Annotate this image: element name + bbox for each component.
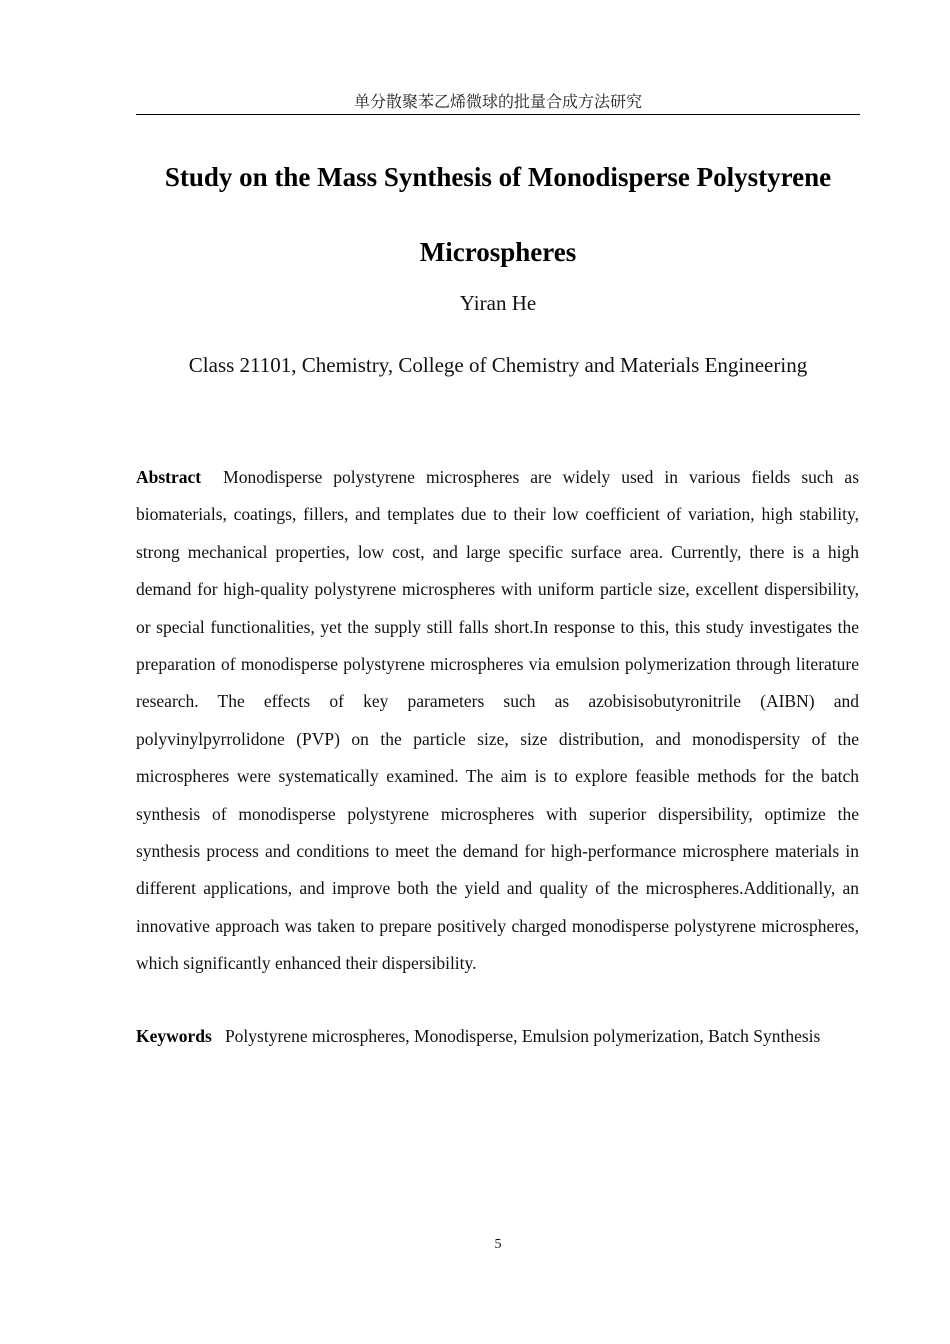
abstract-text: Monodisperse polystyrene microspheres are widely used in various fields such as biomaterials, coatings, fillers, and templates due to their low coefficient of variation, high stability, strong mechanical properties, low cost, and large specific surface area. Currently, there is a high demand for high-quality polystyrene microspheres with uniform particle size, excellent dispersibility, or special functionalities, yet the supply still falls short.In response to this, this study investigates the preparation of monodisperse polystyrene microspheres via emulsion polymerization through literature research. The effects of key parameters such as azobisisobutyronitrile (AIBN) and polyvinylpyrrolidone (PVP) on the particle size, size distribution, and monodispersity of the microspheres were systematically examined. The aim is to explore feasible methods for the batch synthesis of monodisperse polystyrene microspheres with superior dispersibility, optimize the synthesis process and conditions to meet the demand for high-performance microsphere materials in different applications, and improve both the yield and quality of the microspheres.Additionally, an innovative approach was taken to prepare positively charged monodisperse polystyrene microspheres, which significantly enhanced their dispersibility. <box>136 467 860 974</box>
author-name: Yiran He <box>459 291 537 315</box>
author-affiliation: Class 21101, Chemistry, College of Chemistry and Materials Engineering <box>188 353 808 377</box>
abstract-label: Abstract <box>136 467 202 487</box>
keywords-paragraph <box>136 1018 859 1055</box>
abstract-paragraph <box>136 459 859 983</box>
running-header: 单分散聚苯乙烯微球的批量合成方法研究 <box>136 90 860 115</box>
page-number: 5 <box>494 1237 502 1252</box>
paper-title: Study on the Mass Synthesis of Monodisperse Polystyrene Microspheres <box>164 162 832 267</box>
keywords-label: Keywords <box>136 1026 212 1046</box>
keywords-text: Polystyrene microspheres, Monodisperse, Emulsion polymerization, Batch Synthesis <box>224 1026 821 1046</box>
